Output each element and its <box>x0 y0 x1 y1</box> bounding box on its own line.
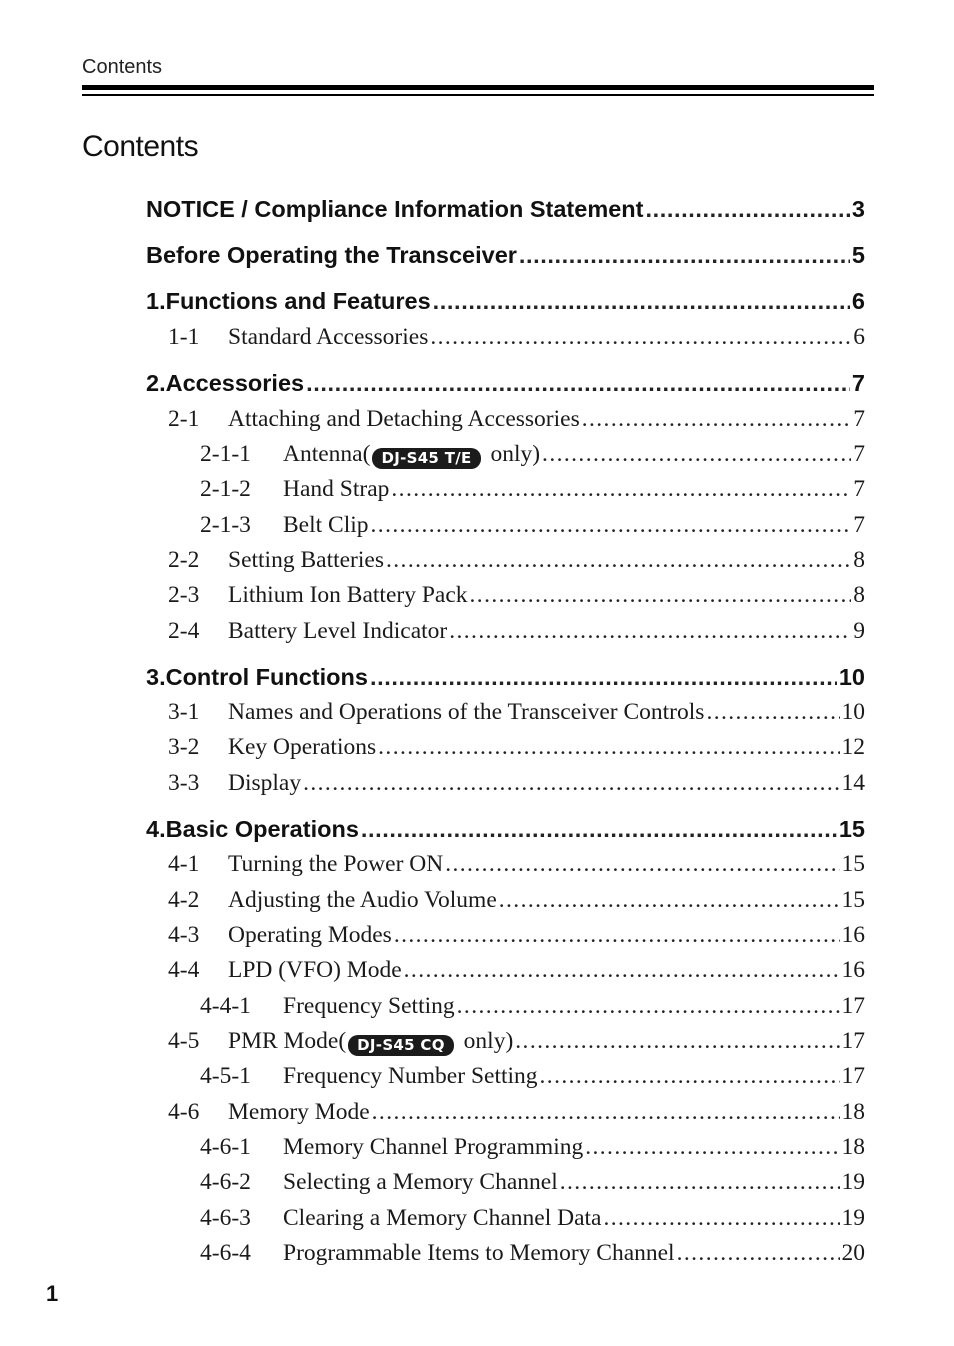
toc-entry-page: 5 <box>851 242 865 268</box>
dot-leader <box>445 851 839 878</box>
toc-entry-title-text: Frequency Setting <box>283 993 455 1019</box>
toc-entry[interactable] <box>168 324 865 351</box>
toc-entry-title-text: Belt Clip <box>283 512 369 538</box>
toc-entry-page: 9 <box>853 618 865 644</box>
toc-entry-title <box>283 1169 558 1196</box>
toc-entry-title <box>228 547 384 574</box>
toc-entry-page: 7 <box>853 512 865 538</box>
toc-entry-number: 2-2 <box>168 547 200 573</box>
toc-entry-title-text: Memory Mode <box>228 1099 370 1125</box>
toc-entry-title <box>228 1028 513 1055</box>
toc-entry-title <box>283 1240 675 1267</box>
toc-entry-page: 15 <box>838 816 865 842</box>
toc-entry-page: 7 <box>853 476 865 502</box>
toc-entry[interactable] <box>200 1240 865 1267</box>
toc-entry[interactable] <box>200 1063 865 1090</box>
toc-entry-title <box>146 242 517 269</box>
toc-entry[interactable] <box>168 1028 865 1055</box>
toc-entry[interactable] <box>200 993 865 1020</box>
toc-entry-number: 4-6-3 <box>200 1205 251 1231</box>
dot-leader <box>361 816 837 843</box>
toc-entry-title-text: Turning the Power ON <box>228 851 444 877</box>
toc-entry-title <box>228 324 428 351</box>
toc-entry-title-text: Names and Operations of the Transceiver Controls <box>228 699 705 725</box>
toc-entry-page: 18 <box>841 1099 865 1125</box>
toc-entry-title <box>146 816 359 843</box>
toc-entry-title-text: Setting Batteries <box>228 547 384 573</box>
toc-entry-number: 2-4 <box>168 618 200 644</box>
toc-entry[interactable] <box>200 441 865 468</box>
toc-entry-title <box>146 196 643 223</box>
toc-entry-title-text: LPD (VFO) Mode <box>228 957 402 983</box>
toc-entry-page: 12 <box>841 734 865 760</box>
toc-entry[interactable] <box>146 664 865 691</box>
dot-leader <box>391 476 851 503</box>
toc-entry-title-text: NOTICE / Compliance Information Statement <box>146 196 644 222</box>
toc-entry-title <box>146 288 431 315</box>
toc-entry-title <box>228 699 704 726</box>
toc-entry-title <box>228 770 301 797</box>
dot-leader <box>449 618 851 645</box>
toc-entry[interactable] <box>168 770 865 797</box>
toc-entry[interactable] <box>168 582 865 609</box>
toc-entry-title-text: Lithium Ion Battery Pack <box>228 582 468 608</box>
toc-entry[interactable] <box>168 922 865 949</box>
toc-entry[interactable] <box>200 512 865 539</box>
toc-entry-page: 6 <box>853 324 865 350</box>
toc-entry-title <box>283 512 369 539</box>
toc-entry[interactable] <box>146 370 865 397</box>
dot-leader <box>603 1205 839 1232</box>
toc-entry-number: 1-1 <box>168 324 200 350</box>
toc-entry-title-text: Battery Level Indicator <box>228 618 448 644</box>
toc-entry-page: 6 <box>851 288 865 314</box>
toc-entry-title <box>283 1134 583 1161</box>
dot-leader <box>515 1028 839 1055</box>
page-title: Contents <box>82 130 199 163</box>
model-badge: DJ-S45 T/E <box>372 448 480 469</box>
dot-leader <box>386 547 851 574</box>
toc-entry-title-suffix: only) <box>457 1028 514 1054</box>
toc-entry-title-text: Standard Accessories <box>228 324 429 350</box>
toc-entry-title <box>283 1205 601 1232</box>
toc-entry-number: 3-1 <box>168 699 200 725</box>
toc-entry[interactable] <box>200 1205 865 1232</box>
toc-entry-page: 8 <box>853 582 865 608</box>
toc-entry-title-text: Memory Channel Programming <box>283 1134 584 1160</box>
model-badge: DJ-S45 CQ <box>348 1035 454 1056</box>
header-rule-thick <box>82 85 874 90</box>
toc-entry-number: 2-1-2 <box>200 476 251 502</box>
toc-entry-title <box>228 582 468 609</box>
toc-entry-number: 4-1 <box>168 851 200 877</box>
toc-entry-title <box>228 922 392 949</box>
dot-leader <box>470 582 852 609</box>
toc-entry-title <box>228 887 497 914</box>
toc-entry-title-text: Selecting a Memory Channel <box>283 1169 558 1195</box>
toc-entry-title-text: Adjusting the Audio Volume <box>228 887 497 913</box>
toc-entry-title <box>228 851 443 878</box>
toc-entry-title <box>228 618 447 645</box>
toc-entry-number: 2-1-3 <box>200 512 251 538</box>
dot-leader <box>371 512 852 539</box>
dot-leader <box>560 1169 840 1196</box>
toc-entry-title-text: Before Operating the Transceiver <box>146 242 517 268</box>
toc-entry[interactable] <box>146 816 865 843</box>
toc-entry-title-text: Operating Modes <box>228 922 392 948</box>
toc-entry-page: 19 <box>841 1169 865 1195</box>
dot-leader <box>457 993 840 1020</box>
toc-entry-title-text: 4.Basic Operations <box>146 816 359 842</box>
toc-entry[interactable] <box>146 196 865 223</box>
page-number: 1 <box>46 1281 59 1306</box>
toc-entry-page: 19 <box>841 1205 865 1231</box>
toc-entry-page: 17 <box>841 1028 865 1054</box>
toc-entry-page: 15 <box>841 887 865 913</box>
toc-entry-page: 7 <box>851 370 865 396</box>
dot-leader <box>433 288 850 315</box>
toc-entry-page: 14 <box>841 770 865 796</box>
toc-entry-title <box>228 734 376 761</box>
toc-entry-number: 4-5-1 <box>200 1063 251 1089</box>
toc-entry-page: 7 <box>853 441 865 467</box>
toc-entry-page: 17 <box>841 1063 865 1089</box>
toc-entry[interactable] <box>168 957 865 984</box>
toc-entry-title <box>146 664 368 691</box>
toc-entry[interactable] <box>168 887 865 914</box>
toc-entry[interactable] <box>168 851 865 878</box>
toc-entry[interactable] <box>200 1134 865 1161</box>
toc-entry-title-text: Clearing a Memory Channel Data <box>283 1205 602 1231</box>
toc-entry-title <box>228 1099 370 1126</box>
toc-entry-page: 8 <box>853 547 865 573</box>
toc-entry-number: 4-6-4 <box>200 1240 251 1266</box>
toc-entry-number: 3-3 <box>168 770 200 796</box>
dot-leader <box>430 324 851 351</box>
toc-entry-title-text: PMR Mode( <box>228 1028 347 1054</box>
toc-entry-page: 7 <box>853 406 865 432</box>
toc-entry[interactable] <box>200 476 865 503</box>
toc-entry-number: 4-3 <box>168 922 200 948</box>
toc-entry-number: 4-6-1 <box>200 1134 251 1160</box>
dot-leader <box>303 770 839 797</box>
dot-leader <box>645 196 849 223</box>
toc-entry-number: 3-2 <box>168 734 200 760</box>
toc-entry-title-text: Attaching and Detaching Accessories <box>228 406 580 432</box>
toc-entry-title-suffix: only) <box>484 441 541 467</box>
dot-leader <box>372 1099 840 1126</box>
toc-entry[interactable] <box>146 288 865 315</box>
toc-entry-title-text: Display <box>228 770 302 796</box>
toc-entry-title <box>146 370 304 397</box>
dot-leader <box>585 1134 839 1161</box>
toc-entry-number: 2-3 <box>168 582 200 608</box>
dot-leader <box>370 664 837 691</box>
toc-entry-number: 4-2 <box>168 887 200 913</box>
toc-entry-page: 10 <box>838 664 865 690</box>
toc-entry[interactable] <box>168 618 865 645</box>
toc-entry-page: 10 <box>841 699 865 725</box>
dot-leader <box>519 242 850 269</box>
toc-entry-title <box>283 993 455 1020</box>
toc-entry[interactable] <box>168 406 865 433</box>
toc-entry-number: 4-4 <box>168 957 200 983</box>
toc-entry-page: 18 <box>841 1134 865 1160</box>
header-rule-thin <box>82 94 874 96</box>
toc-entry-page: 16 <box>841 957 865 983</box>
toc-entry-title-text: Key Operations <box>228 734 377 760</box>
toc-entry-page: 20 <box>841 1240 865 1266</box>
toc-entry-title-text: Hand Strap <box>283 476 390 502</box>
toc-entry-page: 3 <box>851 196 865 222</box>
dot-leader <box>706 699 839 726</box>
toc-entry[interactable] <box>168 547 865 574</box>
dot-leader <box>378 734 839 761</box>
dot-leader <box>404 957 840 984</box>
dot-leader <box>306 370 850 397</box>
toc-entry[interactable] <box>168 699 865 726</box>
toc-entry[interactable] <box>168 734 865 761</box>
running-head: Contents <box>82 56 163 78</box>
toc-entry-page: 15 <box>841 851 865 877</box>
toc-entry-number: 4-6 <box>168 1099 200 1125</box>
toc-entry-number: 4-4-1 <box>200 993 251 1019</box>
toc-entry-title-text: 2.Accessories <box>146 370 305 396</box>
toc-entry-title-text: Antenna( <box>283 441 371 467</box>
toc-entry-title <box>283 1063 538 1090</box>
toc-entry-title <box>283 476 389 503</box>
dot-leader <box>540 1063 840 1090</box>
dot-leader <box>499 887 840 914</box>
toc-entry-number: 4-6-2 <box>200 1169 251 1195</box>
toc-entry[interactable] <box>146 242 865 269</box>
toc-entry-title-text: 1.Functions and Features <box>146 288 431 314</box>
toc-entry-page: 16 <box>841 922 865 948</box>
dot-leader <box>542 441 851 468</box>
toc-entry-title-text: Programmable Items to Memory Channel <box>283 1240 675 1266</box>
dot-leader <box>677 1240 840 1267</box>
toc-entry-title <box>228 406 580 433</box>
toc-entry-number: 2-1-1 <box>200 441 251 467</box>
dot-leader <box>582 406 852 433</box>
toc-entry-title <box>283 441 540 468</box>
dot-leader <box>394 922 840 949</box>
toc-entry[interactable] <box>200 1169 865 1196</box>
toc-entry-title-text: 3.Control Functions <box>146 664 368 690</box>
toc-entry-number: 2-1 <box>168 406 200 432</box>
toc-entry-number: 4-5 <box>168 1028 200 1054</box>
toc-entry-title-text: Frequency Number Setting <box>283 1063 538 1089</box>
toc-entry-page: 17 <box>841 993 865 1019</box>
toc-entry-title <box>228 957 402 984</box>
toc-entry[interactable] <box>168 1099 865 1126</box>
